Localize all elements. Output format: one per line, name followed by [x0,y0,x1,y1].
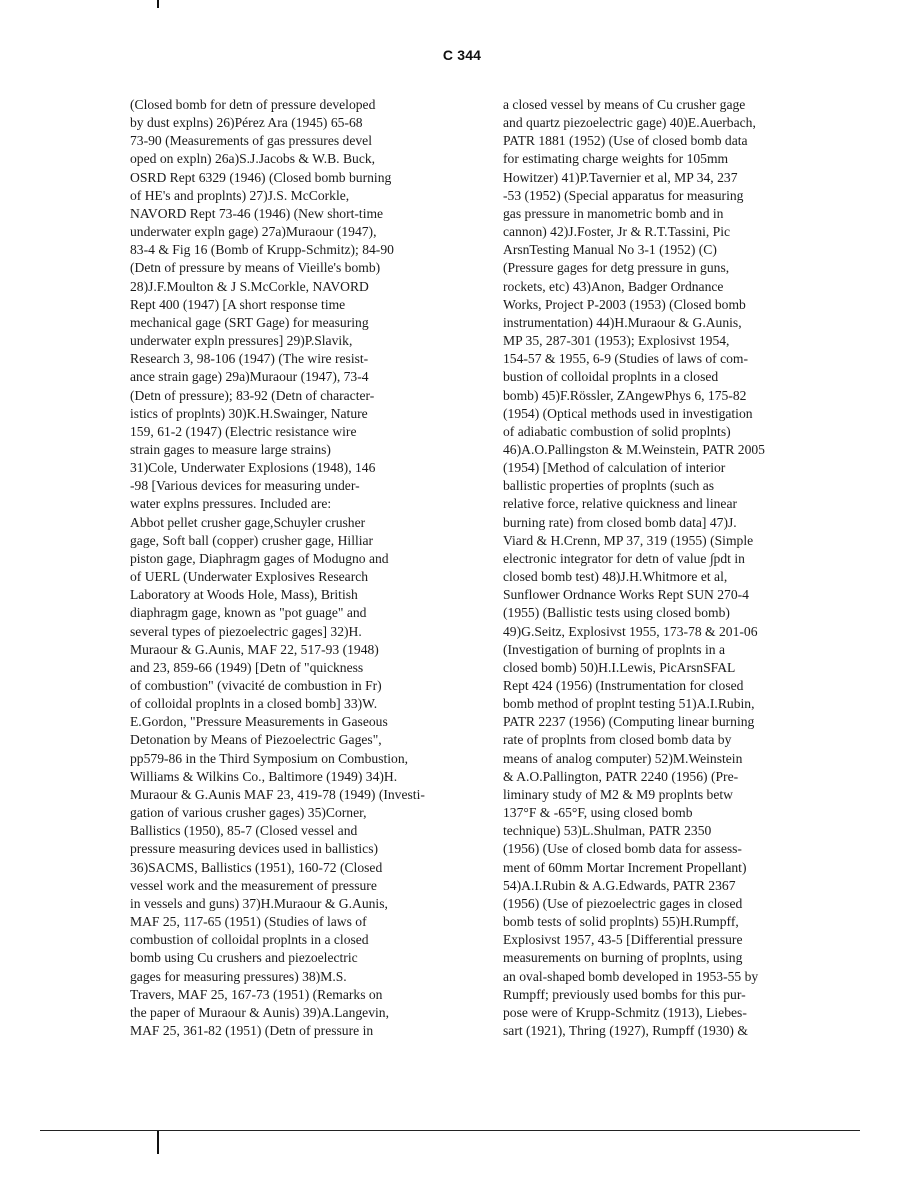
text-line: 28)J.F.Moulton & J S.McCorkle, NAVORD [130,278,369,294]
text-line: (1955) (Ballistic tests using closed bomb) [503,605,730,621]
text-line: in vessels and guns) 37)H.Muraour & G.Aunis, [130,895,388,911]
text-line: MAF 25, 117-65 (1951) (Studies of laws of [130,914,367,930]
text-line: underwater expln pressures] 29)P.Slavik, [130,333,353,349]
text-line: 46)A.O.Pallingston & M.Weinstein, PATR 2005 [503,441,765,457]
text-line: Muraour & G.Aunis, MAF 22, 517-93 (1948) [130,641,379,657]
text-line: Williams & Wilkins Co., Baltimore (1949) 34)H. [130,768,398,784]
text-line: bustion of colloidal proplnts in a closed [503,369,719,385]
text-line: mechanical gage (SRT Gage) for measuring [130,314,369,330]
left-column [130,96,482,1040]
text-line: ballistic properties of proplnts (such as [503,478,715,494]
text-line: Muraour & G.Aunis MAF 23, 419-78 (1949) (Investi- [130,786,425,802]
text-line: sart (1921), Thring (1927), Rumpff (1930) & [503,1022,748,1038]
text-line: 83-4 & Fig 16 (Bomb of Krupp-Schmitz); 84-90 [130,242,394,258]
text-line: Viard & H.Crenn, MP 37, 319 (1955) (Simple [503,532,754,548]
text-line: gage, Soft ball (copper) crusher gage, Hilliar [130,532,374,548]
text-line: PATR 2237 (1956) (Computing linear burning [503,714,755,730]
text-line: Explosivst 1957, 43-5 [Differential pressure [503,932,743,948]
text-line: Research 3, 98-106 (1947) (The wire resist- [130,351,369,367]
text-line: Travers, MAF 25, 167-73 (1951) (Remarks on [130,986,383,1002]
text-line: 31)Cole, Underwater Explosions (1948), 146 [130,460,376,476]
text-line: vessel work and the measurement of pressure [130,877,377,893]
text-line: OSRD Rept 6329 (1946) (Closed bomb burning [130,169,392,185]
text-line: (Detn of pressure); 83-92 (Detn of character- [130,387,375,403]
text-line: measurements on burning of proplnts, using [503,950,743,966]
text-line: piston gage, Diaphragm gages of Modugno and [130,550,389,566]
text-line: several types of piezoelectric gages] 32)H. [130,623,362,639]
text-line: cannon) 42)J.Foster, Jr & R.T.Tassini, Pic [503,224,731,240]
text-line: & A.O.Pallington, PATR 2240 (1956) (Pre- [503,768,739,784]
text-line: Works, Project P-2003 (1953) (Closed bomb [503,296,746,312]
text-line: rockets, etc) 43)Anon, Badger Ordnance [503,278,724,294]
text-line: 137°F & -65°F, using closed bomb [503,805,693,821]
text-line: closed bomb) 50)H.I.Lewis, PicArsnSFAL [503,659,736,675]
footer-rule [40,1130,860,1131]
right-column [503,96,833,1040]
text-line: (1954) [Method of calculation of interior [503,460,726,476]
text-line: Detonation by Means of Piezoelectric Gages", [130,732,382,748]
text-line: istics of proplnts) 30)K.H.Swainger, Nature [130,405,368,421]
text-line: rate of proplnts from closed bomb data by [503,732,732,748]
text-line: of adiabatic combustion of solid proplnts) [503,423,731,439]
text-line: means of analog computer) 52)M.Weinstein [503,750,743,766]
text-line: combustion of colloidal proplnts in a closed [130,932,369,948]
text-line: 54)A.I.Rubin & A.G.Edwards, PATR 2367 [503,877,736,893]
text-line: ment of 60mm Mortar Increment Propellant) [503,859,747,875]
text-line: and 23, 859-66 (1949) [Detn of "quickness [130,659,364,675]
text-line: diaphragm gage, known as "pot guage" and [130,605,367,621]
text-line: bomb) 45)F.Rössler, ZAngewPhys 6, 175-82 [503,387,747,403]
page-number: C 344 [442,47,482,63]
text-line: 49)G.Seitz, Explosivst 1955, 173-78 & 201-06 [503,623,758,639]
text-line: bomb using Cu crushers and piezoelectric [130,950,358,966]
text-line: NAVORD Rept 73-46 (1946) (New short-time [130,205,384,221]
text-line: pose were of Krupp-Schmitz (1913), Liebes- [503,1004,747,1020]
scan-margin-mark [157,0,159,8]
text-line: gages for measuring pressures) 38)M.S. [130,968,347,984]
text-line: of UERL (Underwater Explosives Research [130,569,369,585]
text-line: a closed vessel by means of Cu crusher gage [503,97,746,112]
text-line: E.Gordon, "Pressure Measurements in Gaseous [130,714,388,730]
text-line: and quartz piezoelectric gage) 40)E.Auerbach, [503,115,756,131]
footer-margin-mark [157,1131,159,1154]
text-line: (Pressure gages for detg pressure in guns, [503,260,730,276]
text-line: of combustion" (vivacité de combustion in Fr) [130,678,382,693]
text-line: (Detn of pressure by means of Vieille's bomb) [130,260,381,276]
text-line: for estimating charge weights for 105mm [503,151,729,167]
text-line: (1954) (Optical methods used in investigation [503,405,753,421]
text-line: (1956) (Use of piezoelectric gages in closed [503,895,743,911]
text-line: Abbot pellet crusher gage,Schuyler crusher [130,514,366,530]
text-line: strain gages to measure large strains) [130,441,331,457]
text-line: (1956) (Use of closed bomb data for assess- [503,841,742,857]
text-line: 154-57 & 1955, 6-9 (Studies of laws of com- [503,351,749,367]
text-line: liminary study of M2 & M9 proplnts betw [503,786,733,802]
text-line: ArsnTesting Manual No 3-1 (1952) (C) [503,242,717,258]
text-line: 73-90 (Measurements of gas pressures devel [130,133,372,149]
text-line: 36)SACMS, Ballistics (1951), 160-72 (Closed [130,859,383,875]
text-line: gas pressure in manometric bomb and in [503,205,724,221]
text-line: -98 [Various devices for measuring under- [130,478,360,494]
text-line: Howitzer) 41)P.Tavernier et al, MP 34, 237 [503,169,738,185]
text-line: Laboratory at Woods Hole, Mass), British [130,587,358,603]
text-line: (Closed bomb for detn of pressure developed [130,97,376,112]
text-line: gation of various crusher gages) 35)Corner, [130,805,367,821]
text-line: (Investigation of burning of proplnts in a [503,641,725,657]
text-line: Sunflower Ordnance Works Rept SUN 270-4 [503,587,749,603]
text-line: by dust explns) 26)Pérez Ara (1945) 65-68 [130,115,363,131]
text-line: an oval-shaped bomb developed in 1953-55 by [503,968,759,984]
text-line: Rept 424 (1956) (Instrumentation for closed [503,678,744,693]
text-line: underwater expln gage) 27a)Muraour (1947), [130,224,377,240]
text-line: technique) 53)L.Shulman, PATR 2350 [503,823,712,839]
text-line: closed bomb test) 48)J.H.Whitmore et al, [503,569,728,585]
text-line: of HE's and proplnts) 27)J.S. McCorkle, [130,187,350,203]
text-line: water explns pressures. Included are: [130,496,332,512]
text-line: Ballistics (1950), 85-7 (Closed vessel and [130,823,358,839]
text-line: oped on expln) 26a)S.J.Jacobs & W.B. Buck, [130,151,376,167]
text-line: pp579-86 in the Third Symposium on Combustion, [130,750,409,766]
text-line: electronic integrator for detn of value ∫pdt in [503,550,745,566]
text-line: bomb method of proplnt testing 51)A.I.Rubin, [503,696,755,712]
text-line: Rumpff; previously used bombs for this pur- [503,986,746,1002]
text-line: MAF 25, 361-82 (1951) (Detn of pressure in [130,1022,374,1038]
text-line: of colloidal proplnts in a closed bomb] 33)W. [130,696,378,712]
text-line: MP 35, 287-301 (1953); Explosivst 1954, [503,333,730,349]
text-line: instrumentation) 44)H.Muraour & G.Aunis, [503,314,742,330]
text-line: ance strain gage) 29a)Muraour (1947), 73-4 [130,369,369,385]
text-line: 159, 61-2 (1947) (Electric resistance wire [130,423,357,439]
text-line: burning rate) from closed bomb data] 47)J. [503,514,737,530]
text-line: relative force, relative quickness and linear [503,496,738,512]
text-line: PATR 1881 (1952) (Use of closed bomb data [503,133,748,149]
text-line: Rept 400 (1947) [A short response time [130,296,346,312]
text-line: bomb tests of solid proplnts) 55)H.Rumpff, [503,914,739,930]
text-line: pressure measuring devices used in ballistics) [130,841,379,857]
text-line: -53 (1952) (Special apparatus for measuring [503,187,744,203]
text-line: the paper of Muraour & Aunis) 39)A.Langevin, [130,1004,389,1020]
